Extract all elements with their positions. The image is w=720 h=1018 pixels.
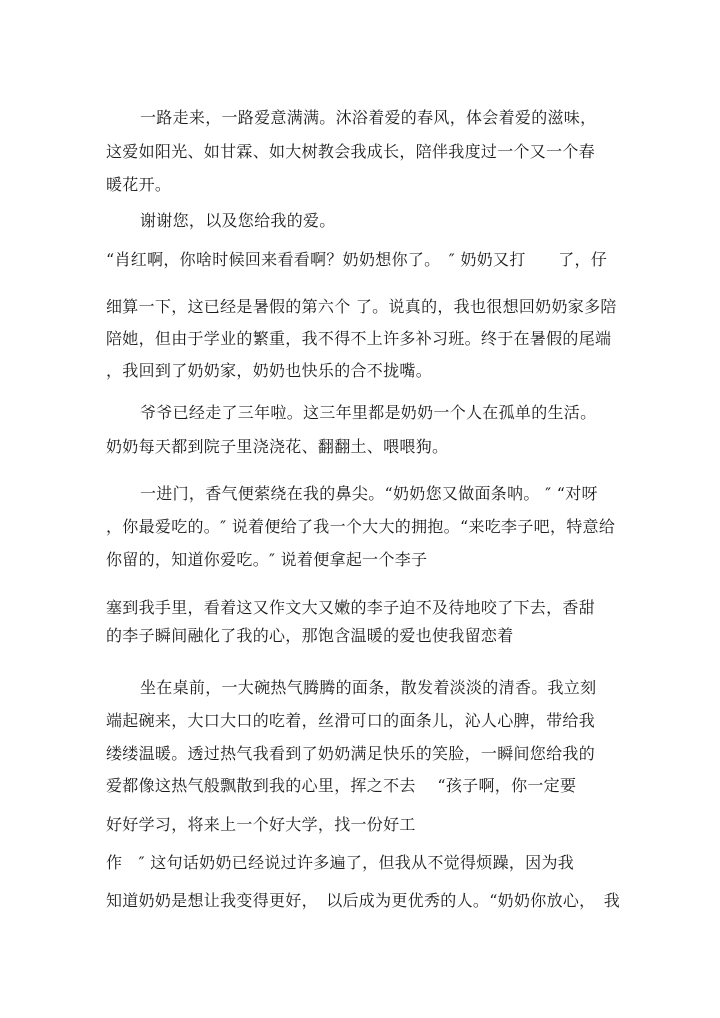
text-line: 奶奶每天都到院子里浇浇花、翻翻土、喂喂狗。	[106, 437, 449, 456]
text-line: 细算一下，这已经是暑假的第六个 了。说真的，我也很想回奶奶家多陪	[106, 297, 617, 316]
text-line: 塞到我手里，看着这又作文大又嫩的李子迫不及待地咬了下去，香甜	[106, 598, 596, 617]
text-line: 作 ″ 这句话奶奶已经说过许多遍了，但我从不觉得烦躁，因为我	[106, 853, 575, 872]
text-line: 知道奶奶是想让我变得更好， 以后成为更优秀的人。“奶奶你放心， 我	[106, 891, 621, 910]
text-line: 一路走来，一路爱意满满。沐浴着爱的春风，体会着爱的滋味，	[140, 108, 597, 127]
text-line: 爷爷已经走了三年啦。这三年里都是奶奶一个人在孤单的生活。	[140, 403, 597, 422]
text-line: ，你最爱吃的。″ 说着便给了我一个大大的拥抱。“来吃李子吧，特意给	[106, 517, 616, 536]
text-line: 好好学习，将来上一个好大学，找一份好工	[106, 815, 416, 834]
text-line: ，我回到了奶奶家，奶奶也快乐的合不拢嘴。	[106, 361, 433, 380]
text-line: 你留的，知道你爱吃。″ 说着便拿起一个李子	[106, 550, 428, 569]
text-line: 的李子瞬间融化了我的心，那饱含温暖的爱也使我留恋着	[106, 626, 514, 645]
text-line: 陪她，但由于学业的繁重，我不得不上许多补习班。终于在暑假的尾端	[106, 329, 612, 348]
text-line: 端起碗来，大口大口的吃着，丝滑可口的面条儿，沁人心脾，带给我	[106, 711, 596, 730]
text-line: 坐在桌前，一大碗热气腾腾的面条，散发着淡淡的清香。我立刻	[140, 678, 597, 697]
text-line: 缕缕温暖。透过热气我看到了奶奶满足快乐的笑脸，一瞬间您给我的	[106, 744, 596, 763]
text-line: 谢谢您，以及您给我的爱。	[140, 211, 336, 230]
text-line: 一进门，香气便萦绕在我的鼻尖。“奶奶您又做面条呐。 ″ “对呀	[140, 484, 598, 503]
text-line: 爱都像这热气般飘散到我的心里，挥之不去 “孩子啊，你一定要	[106, 776, 577, 795]
text-line: 这爱如阳光、如甘霖、如大树教会我成长，陪伴我度过一个又一个春	[106, 142, 596, 161]
text-line: 暖花开。	[106, 175, 172, 194]
text-line: “肖红啊，你啥时候回来看看啊？奶奶想你了。 ″ 奶奶又打 了，仔	[106, 250, 608, 269]
